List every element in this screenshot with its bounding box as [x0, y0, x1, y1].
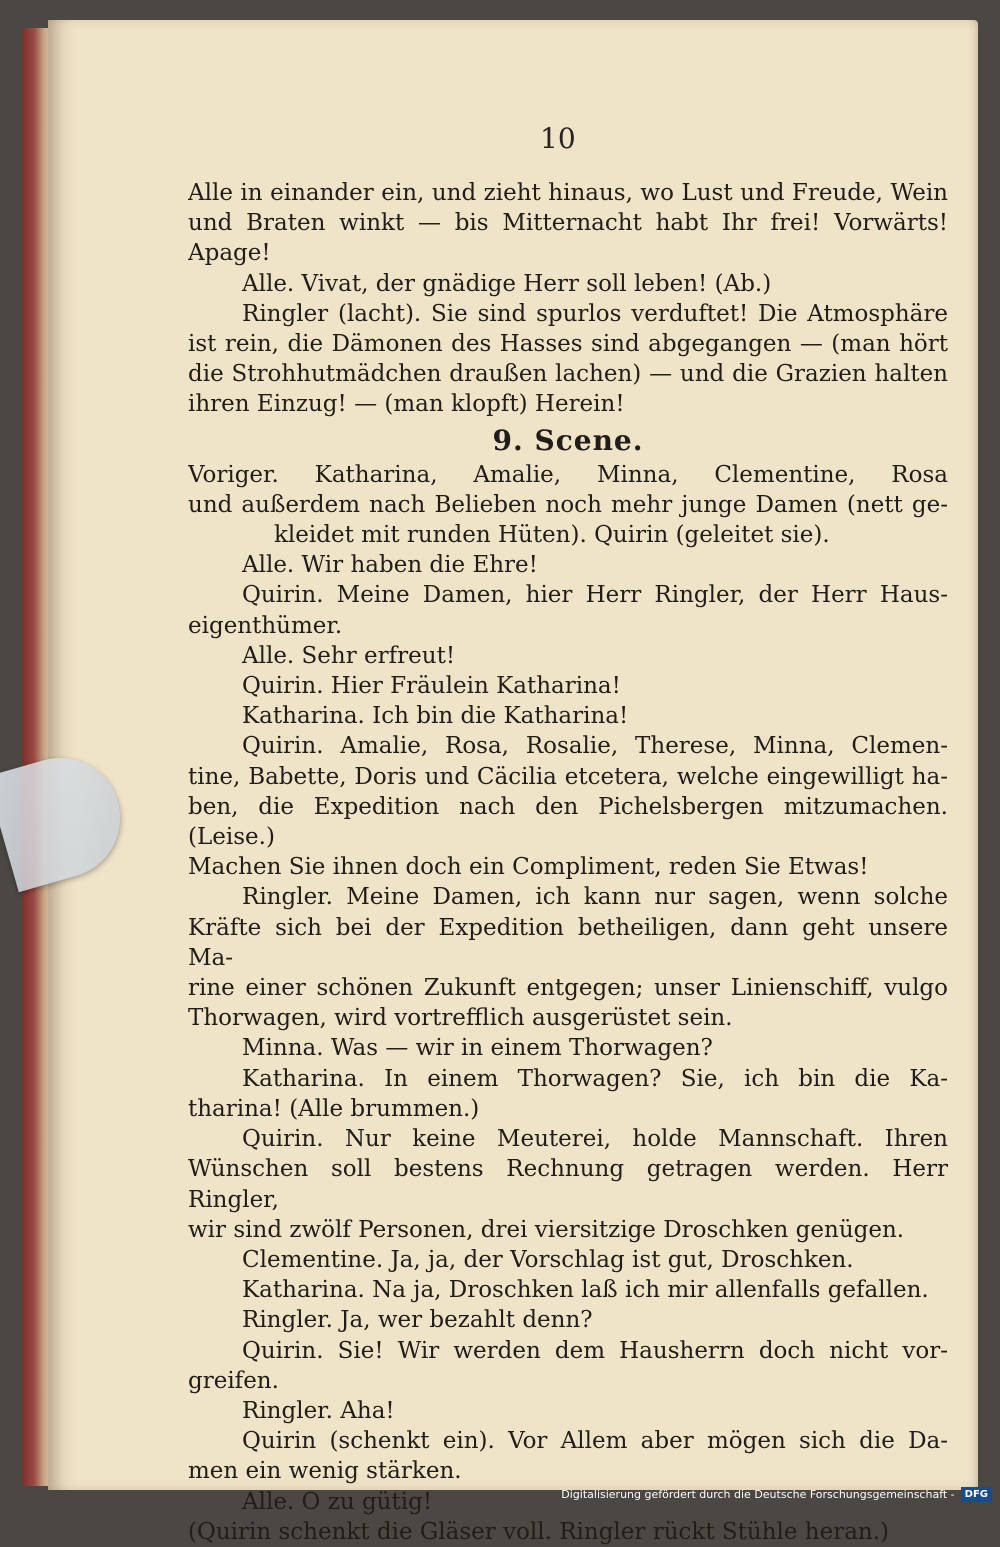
text-line: Voriger. Katharina, Amalie, Minna, Clementine, Rosa	[188, 461, 948, 488]
text-line: die Strohhutmädchen draußen lachen) — und die Grazien halten	[188, 361, 948, 388]
text-line: rine einer schönen Zukunft entgegen; unser Linienschiff, vulgo	[188, 975, 948, 1002]
text-line: Alle in einander ein, und zieht hinaus, wo Lust und Freude, Wein	[188, 180, 948, 206]
page-text	[188, 178, 948, 1547]
text-line: Quirin. Meine Damen, hier Herr Ringler, der Herr Haus-	[242, 582, 948, 609]
text-line: tine, Babette, Doris und Cäcilia etcetera, welche eingewilligt ha-	[188, 763, 948, 790]
dfg-logo-icon: DFG	[961, 1487, 992, 1502]
text-line: und Braten winkt — bis Mitternacht habt Ihr frei! Vorwärts!	[188, 210, 948, 237]
text-line: Katharina. Ich bin die Katharina!	[242, 703, 629, 730]
text-line: Ringler. Ja, wer bezahlt denn?	[242, 1307, 593, 1334]
text-line: men ein wenig stärken.	[188, 1458, 462, 1485]
text-line: kleidet mit runden Hüten). Quirin (geleitet sie).	[274, 522, 830, 549]
text-line: ihren Einzug! — (man klopft) Herein!	[188, 391, 625, 418]
text-line: Wünschen soll bestens Rechnung getragen werden. Herr Ringler,	[188, 1156, 948, 1213]
text-line: Ringler. Aha!	[242, 1397, 395, 1424]
text-line: Quirin. Nur keine Meuterei, holde Mannschaft. Ihren	[242, 1126, 948, 1153]
text-line: Alle. Sehr erfreut!	[242, 642, 456, 669]
text-line: ben, die Expedition nach den Pichelsbergen mitzumachen. (Leise.)	[188, 793, 948, 851]
text-line: Quirin. Amalie, Rosa, Rosalie, Therese, Minna, Clemen-	[242, 733, 948, 760]
footer-credit: Digitalisierung gefördert durch die Deutsche Forschungsgemeinschaft -	[561, 1487, 955, 1501]
text-line: Machen Sie ihnen doch ein Compliment, reden Sie Etwas!	[188, 854, 869, 881]
text-line: Ringler (lacht). Sie sind spurlos verduftet! Die Atmosphäre	[242, 300, 948, 327]
page-number: 10	[540, 122, 576, 155]
text-line: wir sind zwölf Personen, drei viersitzige Droschken genügen.	[188, 1216, 905, 1243]
text-line: Minna. Was — wir in einem Thorwagen?	[242, 1035, 713, 1062]
text-line: Ringler. Meine Damen, ich kann nur sagen, wenn solche	[242, 884, 948, 911]
text-line: Quirin. Hier Fräulein Katharina!	[242, 673, 621, 700]
text-line: greifen.	[188, 1367, 279, 1394]
text-line: Katharina. Na ja, Droschken laß ich mir allenfalls gefallen.	[242, 1277, 929, 1304]
text-line: und außerdem nach Belieben noch mehr junge Damen (nett ge-	[188, 491, 948, 518]
text-line: Apage!	[188, 240, 271, 267]
scene-heading: 9. Scene.	[492, 423, 644, 457]
text-line: Alle. Vivat, der gnädige Herr soll leben! (Ab.)	[242, 270, 772, 297]
text-line: (Quirin schenkt die Gläser voll. Ringler rückt Stühle heran.)	[188, 1518, 890, 1545]
text-line: ist rein, die Dämonen des Hasses sind abgegangen — (man hört	[188, 331, 948, 358]
text-line: Kräfte sich bei der Expedition betheiligen, dann geht unsere Ma-	[188, 914, 948, 971]
text-line: Quirin (schenkt ein). Vor Allem aber mögen sich die Da-	[242, 1428, 948, 1455]
text-line: Katharina. In einem Thorwagen? Sie, ich bin die Ka-	[242, 1065, 948, 1092]
text-line: tharina! (Alle brummen.)	[188, 1095, 480, 1122]
text-line: eigenthümer.	[188, 612, 343, 639]
text-line: Alle. O zu gütig!	[242, 1488, 433, 1515]
digitization-footer	[561, 1483, 992, 1505]
text-line: Thorwagen, wird vortrefflich ausgerüstet sein.	[188, 1005, 733, 1032]
text-line: Clementine. Ja, ja, der Vorschlag ist gut, Droschken.	[242, 1246, 854, 1273]
text-line: Quirin. Sie! Wir werden dem Hausherrn doch nicht vor-	[242, 1337, 948, 1364]
text-line: Alle. Wir haben die Ehre!	[242, 552, 538, 579]
